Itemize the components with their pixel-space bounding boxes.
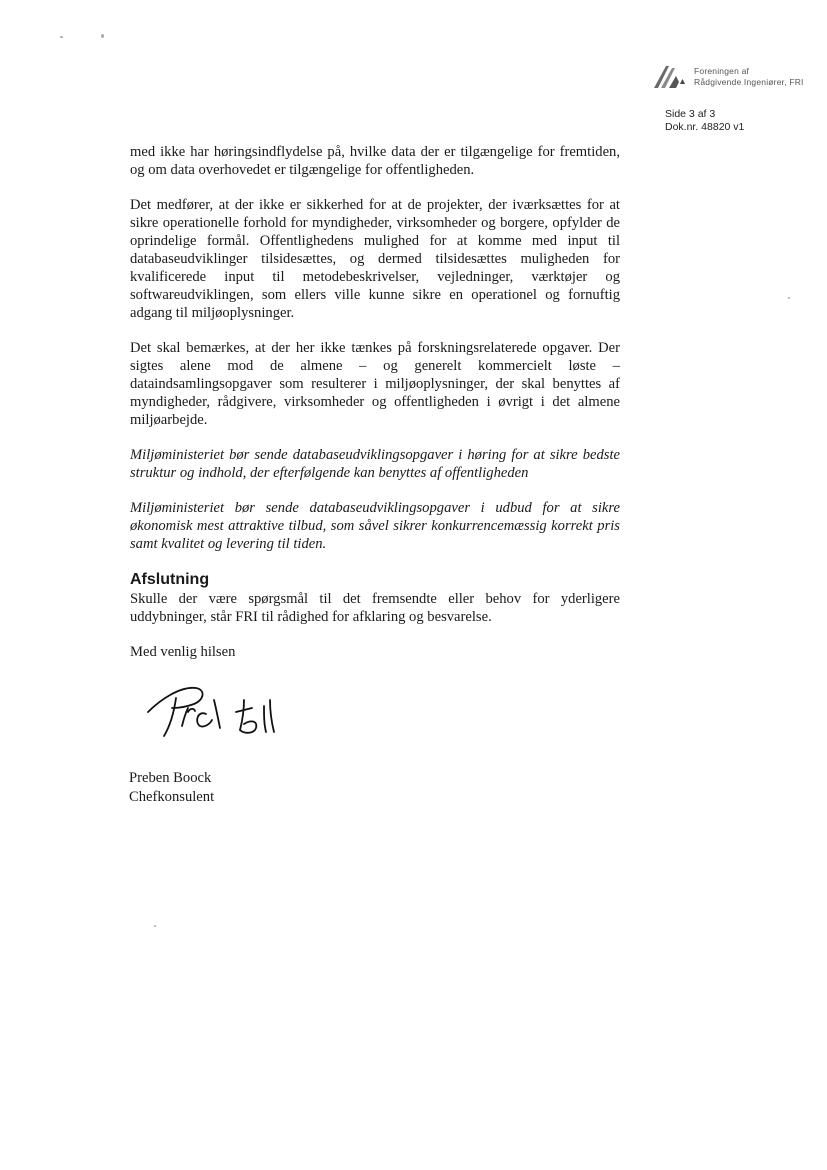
scan-speck (101, 34, 104, 38)
closing-salutation: Med venlig hilsen (130, 644, 236, 660)
scan-speck (60, 36, 63, 38)
scan-speck (154, 925, 156, 927)
scan-speck (788, 297, 790, 299)
section-heading: Afslutning (130, 571, 210, 588)
handwritten-signature (140, 678, 290, 748)
document-reference (665, 108, 744, 133)
signer-title: Chefkonsulent (129, 789, 215, 805)
fri-logo-icon (652, 62, 690, 90)
page-indicator: Side 3 af 3 (665, 108, 716, 120)
paragraph: Det skal bemærkes, at der her ikke tænkes på forskningsrelaterede opgaver. Der sigtes alene mod de almene – og generelt kommercielt løste – dataindsamlingsopgaver som resulterer i miljøoplysninger, der skal benyttes af myndigheder, rådgivere, virksomheder og offentligheden i øvrigt i det almene miljøarbejde. (130, 340, 620, 428)
document-number: Dok.nr. 48820 v1 (665, 120, 745, 133)
letter-body (130, 143, 620, 678)
signer-block (129, 769, 214, 807)
organization-name (694, 66, 814, 88)
paragraph: Det medfører, at der ikke er sikkerhed for at de projekter, der iværksættes for at sikre operationelle forhold for myndigheder, virksomheder og borgere, opfylder de oprindelige formål. Offentlighedens mulighed for at komme med input til databaseudviklinger tilsidesættes, og dermed tilsidesættes muligheden for kvalificerede input til metodebeskrivelser, vejledninger, værktøjer og softwareudviklingen, som ellers ville kunne sikre en operationel og fornuftig adgang til miljøoplysninger. (130, 197, 620, 321)
org-name-line1: Foreningen af (694, 66, 750, 76)
recommendation: Miljøministeriet bør sende databaseudviklingsopgaver i udbud for at sikre økonomisk mest attraktive tilbud, som såvel sikrer konkurrencemæssig korrekt pris samt kvalitet og levering til tiden. (130, 500, 620, 552)
recommendation: Miljøministeriet bør sende databaseudviklingsopgaver i høring for at sikre bedste struktur og indhold, der efterfølgende kan benyttes af offentligheden (130, 447, 620, 481)
signer-name: Preben Boock (129, 770, 212, 786)
paragraph: med ikke har høringsindflydelse på, hvilke data der er tilgængelige for fremtiden, og om data overhovedet er tilgængelige for offentligheden. (130, 144, 620, 178)
section-text: Skulle der være spørgsmål til det fremsendte eller behov for yderligere uddybninger, står FRI til rådighed for afklaring og besvarelse. (130, 591, 620, 625)
org-name-line2: Rådgivende Ingeniører, FRI (694, 77, 804, 87)
